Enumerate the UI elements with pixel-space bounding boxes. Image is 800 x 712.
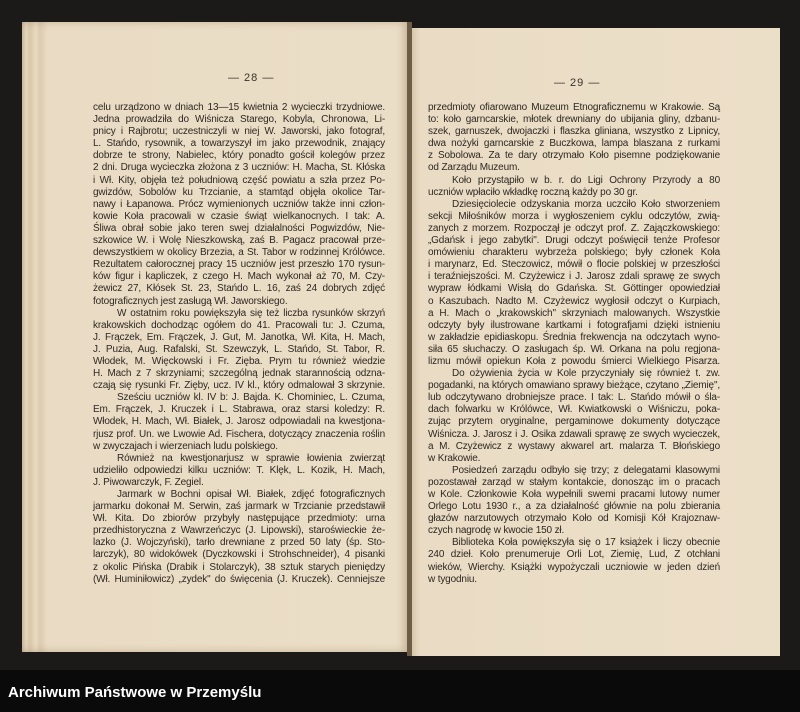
text-line: krakowskich dochodząc ogółem do 41. Pracowali tu: J. Czuma, [93,319,385,331]
archive-banner [0,670,800,712]
text-line: J. Frączek, Em. Frączek, J. Gut, M. Janotka, Wł. Kita, H. Mach, [93,331,385,343]
text-line: a M. Czyżewicz z wystawy akwarel art. malarza T. Błońskiego [428,440,720,452]
text-line: lub odczytywano drobniejsze prace. I tak: L. Stańdo mówił o śla- [428,392,720,404]
archive-name: Archiwum Państwowe w Przemyślu [8,684,262,701]
text-line: „Gdańsk i jego zabytki". Drugi odczyt poświęcił tenże Profesor [428,235,720,247]
text-line: i marynarz, Ed. Steczowicz, mówił o flocie polskiej w przeszłości [428,259,720,271]
text-line: pnicy i Rajbrotu; uczestniczyli w niej W. Jaworski, jako fotograf, [93,126,385,138]
text-line: szkowice W. i Wolę Nieszkowską, zaś B. Pagacz pracował prze- [93,235,385,247]
text-line: Jarmark w Bochni opisał Wł. Białek, zdjęć fotograficznych [117,489,385,500]
text-line: Rezultatem całorocznej pracy 15 uczniów jest przeszło 170 rysun- [93,259,385,271]
text-line: to: koło garncarskie, młotek drewniany do ubijania gliny, dzbanu- [428,114,720,126]
text-line: (Wł. Huminiłowicz) „zydek" do święcenia (J. Kruczek). Cenniejsze [93,573,385,585]
text-line: Dziesięciolecie odzyskania morza uczciło Koło stworzeniem [452,198,720,210]
text-line: 2 dni. Druga wycieczka złożona z 3 uczniów: H. Macha, St. Kłóska [93,162,385,174]
text-line: dobrze te strony, Nabielec, który ponadto gościł kolegów przez [93,150,385,162]
text-line: w zakładzie epidiaskopu. Średnia frekwencja na odczytach wyno- [428,331,720,343]
text-line: uczniów wpłaciło wkładkę roczną każdy po 30 gr. [428,186,638,198]
right-page-text [428,102,720,586]
text-line: gwizdów, Sobolów ku Trzcianie, a stamtąd objęła okolice Tar- [93,186,385,198]
page-number-right: — 29 — [554,77,601,89]
text-line: dach folwarku w Królówce, Wł. Kwiatkowski o Wiśniczu, poka- [428,404,720,416]
text-line: fotograficznych jest zasługą Wł. Jaworskiego. [93,295,288,307]
text-line: dwa nożyki garncarskie z Buczkowa, lampa blaszana z rurkami [428,138,720,150]
page-number-left: — 28 — [228,72,275,84]
text-line: z Sobolowa. Za te dary otrzymało Koło pisemne podziękowanie [428,150,720,162]
text-line: dewszystkiem w okolicy Brzezia, a St. Tabor w rodzinnej Królówce. [93,247,385,259]
text-line: pogadanki, na których omawiano sprawy bieżące, czytano „Ziemię", [428,380,720,392]
text-line: pozostawał zarząd w stałym kontakcie, donosząc im o pracach [428,476,720,488]
text-line: czają się rysunki Fr. Zięby, ucz. IV kl., który odmalował 3 skrzynie. [93,380,385,392]
book-spine [407,22,412,656]
text-line: o Kaszubach. Nadto M. Czyżewicz wygłosił odczyt o Kurpiach, [428,295,720,307]
text-line: odczyty były ilustrowane kartkami i fotografjami dzięki istnieniu [428,319,720,331]
text-line: larczyk), 80 widokówek (Dyczkowski i Strohschneider), 4 pisanki [93,549,385,561]
text-line: H. Mach z 7 skrzyniami; szczególną jednak starannością odzna- [93,368,385,380]
text-line: od Zarządu Muzeum. [428,162,520,174]
text-line: głazów narzutowych otrzymało Koło od Komisji Kół Krajoznaw- [428,513,720,525]
text-line: wieków, Wierchy. Książki wypożyczali uczniowie w jeden dzień [428,561,720,573]
text-line: J. Puzia, Aug. Rafalski, St. Szewczyk, L. Stańdo, St. Tabor, R. [93,343,385,355]
text-line: Sześciu uczniów kl. IV b: J. Bajda. K. Chominiec, L. Czuma, [117,392,385,404]
text-line: żewicz 27, Kłósek St. 23, Stańdo L. 16, zaś 24 dobrych zdjęć [93,283,385,295]
text-line: siła 65 słuchaczy. O zasługach śp. Wł. Orkana na polu regjona- [428,343,720,355]
text-line: L. Stańdo, rysownik, a towarzyszył im jako przewodnik, znający [93,138,385,150]
text-line: w tygodniu. [428,573,477,585]
text-line: Biblioteka Koła powiększyła się o 17 książek i liczy obecnie [452,537,720,549]
text-line: sekcji Miłośników morza i wygłoszeniem cyklu odczytów, zwią- [428,210,720,222]
left-page-text [93,102,385,586]
text-line: udzieliło odpowiedzi kilku uczniów: T. Klęk, L. Kozik, H. Mach, [93,464,385,476]
text-line: Włodek, H. Mach, Wł. Białek, J. Jarosz odpowiadali na kwestjona- [93,416,385,428]
text-line: Koło przystąpiło w b. r. do Ligi Ochrony Przyrody a 80 [452,174,720,186]
text-line: w zwyczajach i wierzeniach ludu polskiego. [93,440,278,452]
text-line: Włodek, M. Więckowski i Fr. Zięba. Prym tu również wiedzie [93,355,385,367]
text-line: z okolic Pińska (Drabik i Stolarczyk), 38 sztuk starych pieniędzy [93,561,385,573]
text-line: J. Piwowarczyk, F. Zegiel. [93,476,204,488]
text-line: a H. Mach o „krakowskich" skrzyniach malowanych. Wszystkie [428,307,720,319]
text-line: ków figur i kapliczek, z czego H. Mach wykonał aż 70, M. Czy- [93,271,385,283]
text-line: jarmarku dokonał M. Serwin, zaś jarmark w Trzcianie przedstawił [93,501,385,513]
text-line: 240 dzieł. Koło prenumeruje Orli Lot, Ziemię, Lud, Z otchłani [428,549,720,561]
text-line: Do ożywienia życia w Kole przyczyniały się również t. zw. [452,368,720,380]
text-line: Orlego Lotu 1930 r., a za działalność głównie na polu zbierania [428,501,720,513]
text-line: Również na kwestjonarjusz w sprawie łowienia zwierząt [117,452,385,464]
text-line: Posiedzeń zarządu odbyło się trzy; z delegatami klasowymi [452,464,720,476]
text-line: omówieniu charakteru wybrzeża polskiego; były członek Koła [428,247,720,259]
text-line: w Kole. Członkowie Koła wypełnili swemi pracami lutowy numer [428,489,720,500]
text-line: lazko (J. Wojczyński), tarło drewniane z przed 50 laty (śp. Sto- [93,537,385,549]
text-line: przedhistoryczna z Wawrzeńczyc (J. Lipowski), staroświeckie że- [93,525,385,537]
text-line: wypraw łódkami Wisłą do Gdańska. St. Göttinger opowiedział [428,283,720,295]
text-line: kowie Koła pracowali w czasie świąt wielkanocnych. I tak: A. [93,210,385,222]
text-line: Wiśnicza. J. Jarosz i J. Osika zdawali sprawę ze swych wycieczek, [428,428,720,440]
text-line: Wł. Kita. Do zbiorów przybyły następujące przedmioty: urna [93,513,385,525]
text-line: W ostatnim roku powiększyła się też liczba rysunków skrzyń [117,307,385,319]
text-line: Em. Frączek, J. Kruczek i L. Stabrawa, oraz starsi koledzy: R. [93,404,385,416]
text-line: zując przytem oryginalne, pergaminowe dokumenty dotyczące [428,416,720,428]
text-line: celu urządzono w dniach 13—15 kwietnia 2 wycieczki trzydniowe. [93,102,385,113]
text-line: i Wł. Kity, objęła też południową część powiatu a szła przez Po- [93,174,385,186]
text-line: Śliwa obrał sobie jako teren swej działalności Pogwizdów, Nie- [93,222,385,234]
text-line: i teraźniejszości. M. Czyżewicz i J. Jarosz zdali sprawę ze swych [428,271,720,283]
text-line: nawy i Łapanowa. Prócz wymienionych uczniów także inni człon- [93,198,385,210]
text-line: Jedna prowadziła do Wiśnicza Starego, Kobyla, Chronowa, Li- [93,114,385,126]
text-line: szek, garnuszek, dwojaczki i flaszka gliniana, wszystko z Lipnicy, [428,126,720,138]
text-line: rjusz prof. Un. we Lwowie Ad. Fischera, dotyczący znaczenia roślin [93,428,385,440]
text-line: lizmu mówił opiekun Koła z powodu śmierci Wielkiego Pisarza. [428,355,720,367]
text-line: zanych z morzem. Rozpoczął je odczyt prof. Z. Zajączkowskiego: [428,222,720,234]
text-line: przedmioty ofiarowano Muzeum Etnograficznemu w Krakowie. Są [428,102,720,113]
text-line: w Krakowie. [428,452,481,464]
text-line: czych nagrodę w kwocie 150 zł. [428,525,565,537]
